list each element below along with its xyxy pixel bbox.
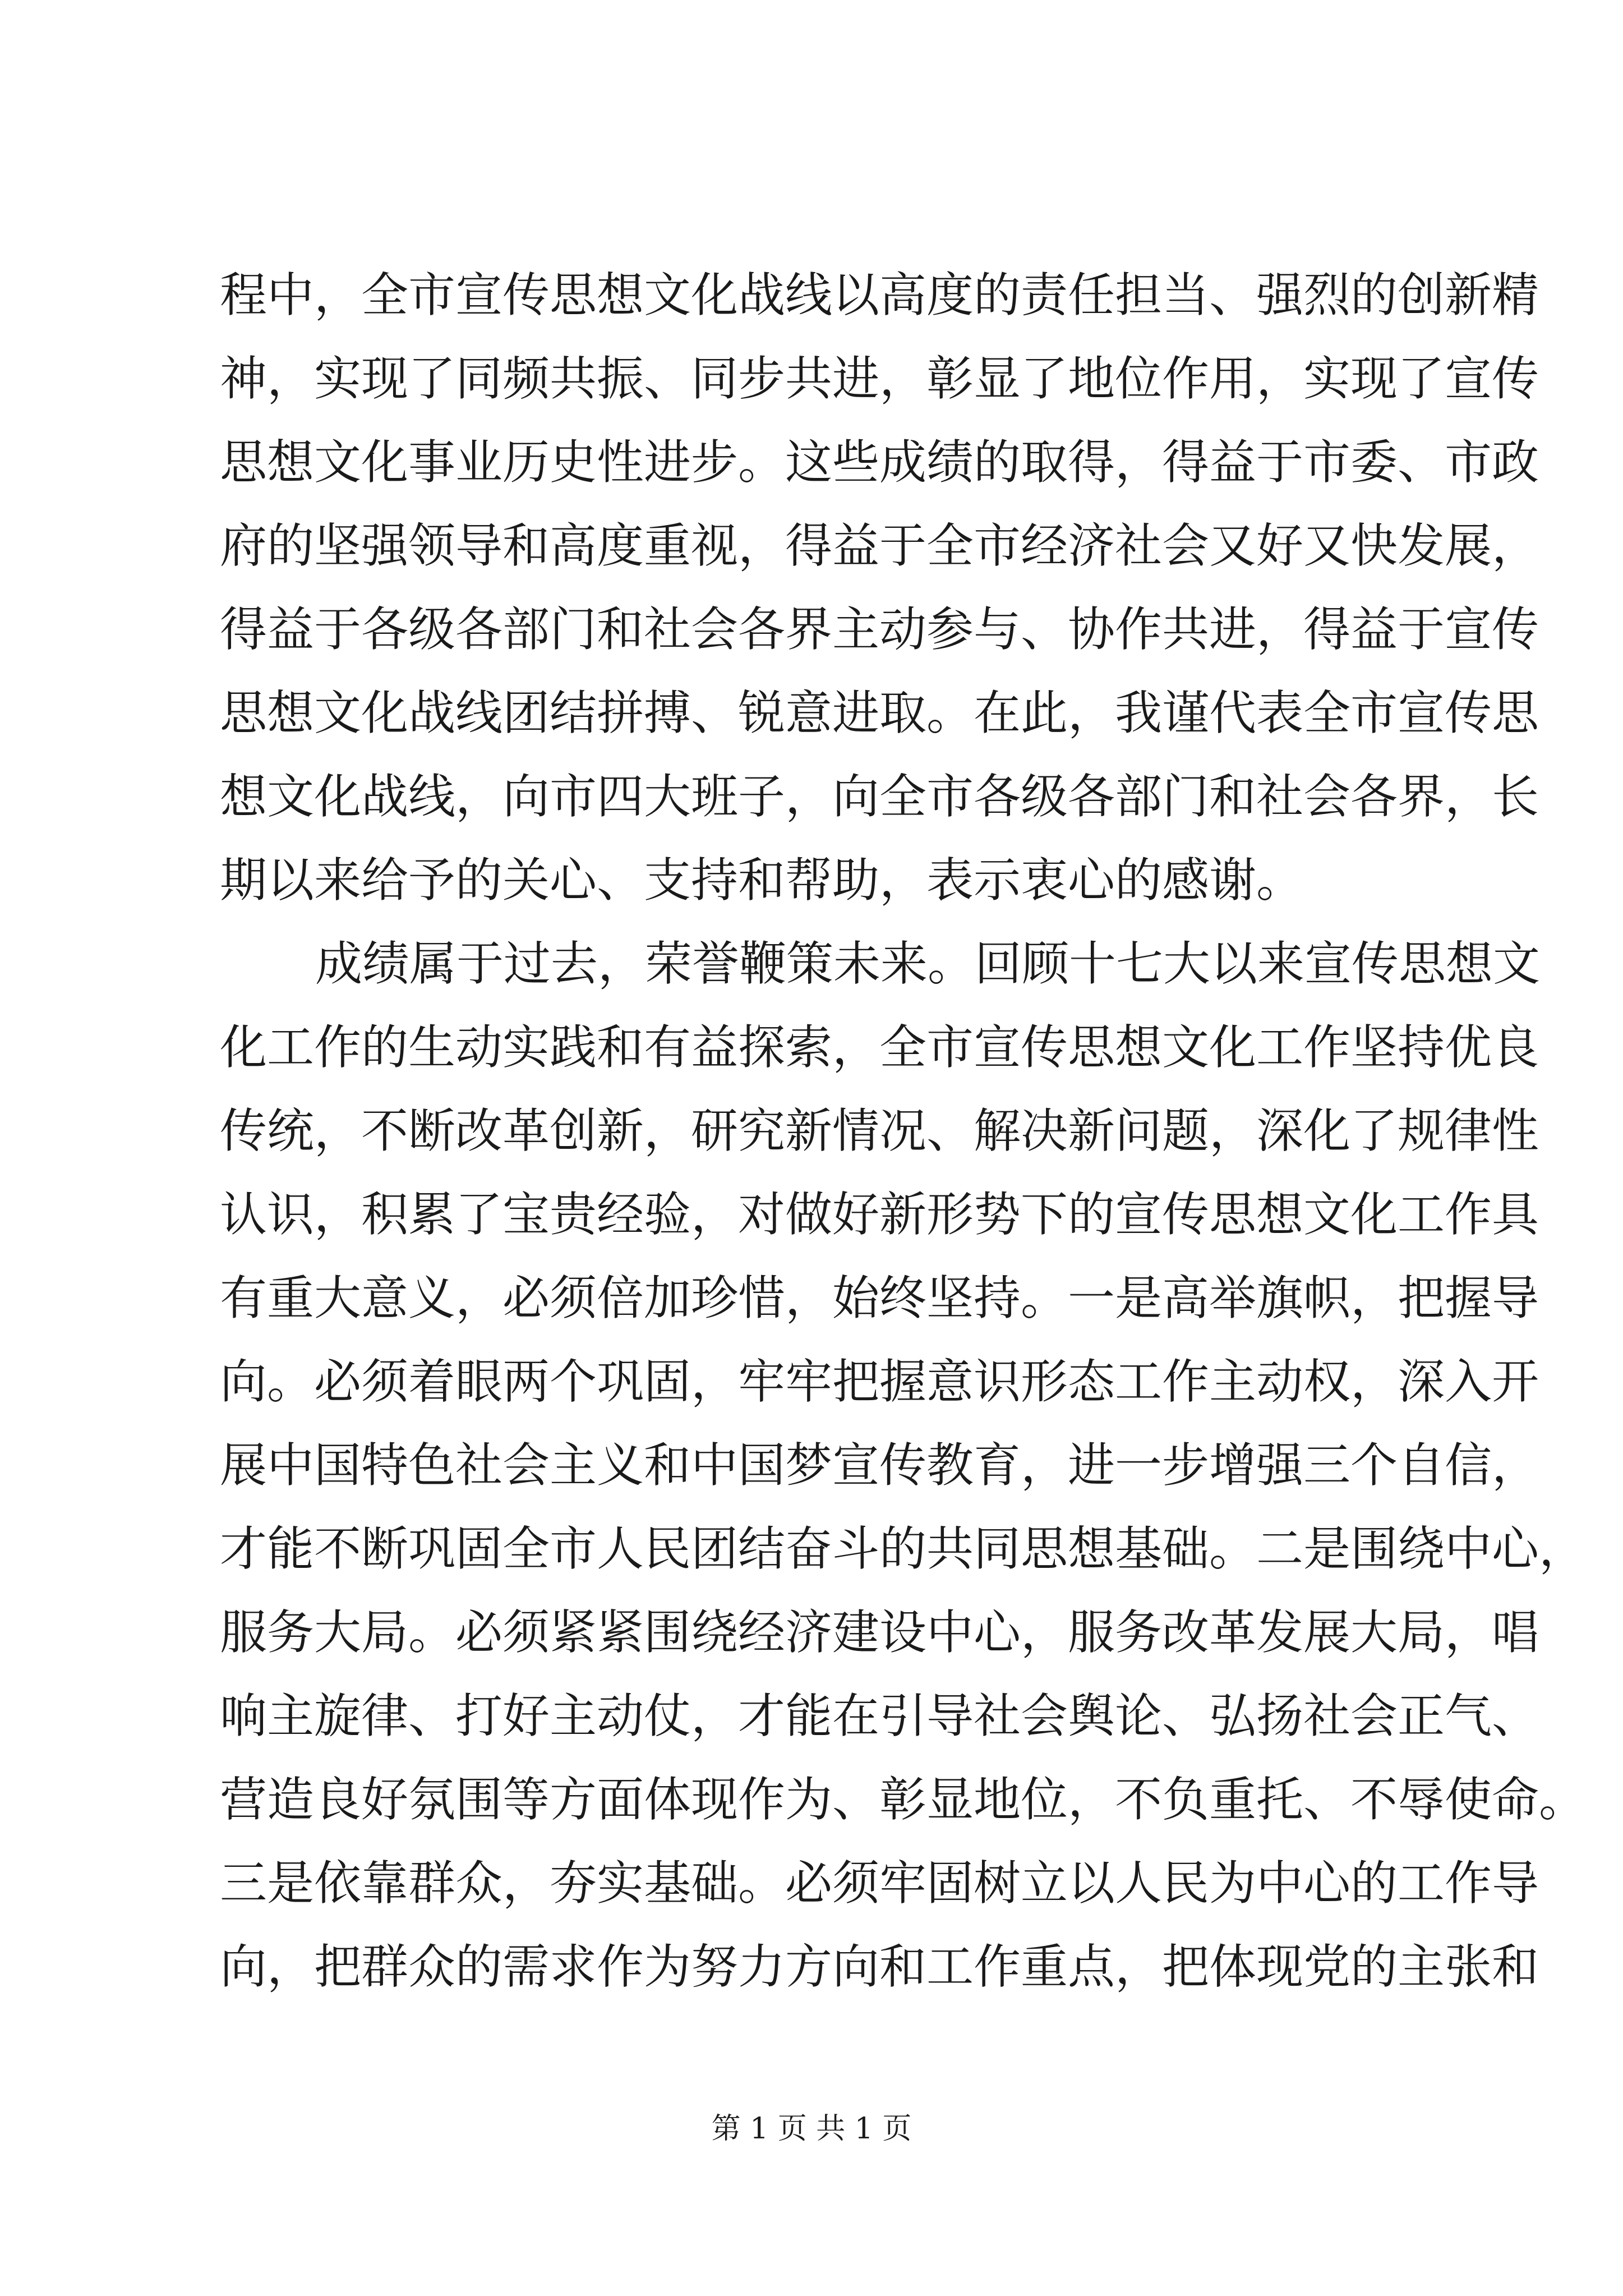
text-line-2: 神，实现了同频共振、同步共进，彰显了地位作用，实现了宣传	[220, 351, 1539, 406]
text-line-8: 期以来给予的关心、支持和帮助，表示衷心的感谢。	[220, 853, 1304, 908]
page-footer: 第 1 页 共 1 页	[711, 2112, 912, 2146]
text-line-7: 想文化战线，向市四大班子，向全市各级各部门和社会各界，长	[220, 769, 1539, 824]
body-text	[220, 254, 1587, 2009]
text-line-17: 服务大局。必须紧紧围绕经济建设中心，服务改革发展大局，唱	[220, 1605, 1539, 1660]
text-line-4: 府的坚强领导和高度重视，得益于全市经济社会又好又快发展，	[220, 518, 1539, 573]
text-line-16: 才能不断巩固全市人民团结奋斗的共同思想基础。二是围绕中心，	[220, 1521, 1587, 1576]
text-line-19: 营造良好氛围等方面体现作为、彰显地位，不负重托、不辱使命。	[220, 1772, 1587, 1827]
text-line-9: 成绩属于过去，荣誉鞭策未来。回顾十七大以来宣传思想文	[315, 936, 1541, 991]
text-line-20: 三是依靠群众，夯实基础。必须牢固树立以人民为中心的工作导	[220, 1856, 1539, 1911]
text-line-3: 思想文化事业历史性进步。这些成绩的取得，得益于市委、市政	[220, 435, 1539, 490]
text-line-12: 认识，积累了宝贵经验，对做好新形势下的宣传思想文化工作具	[220, 1187, 1539, 1242]
text-line-13: 有重大意义，必须倍加珍惜，始终坚持。一是高举旗帜，把握导	[220, 1271, 1539, 1326]
text-line-14: 向。必须着眼两个巩固，牢牢把握意识形态工作主动权，深入开	[220, 1354, 1539, 1409]
text-line-10: 化工作的生动实践和有益探索，全市宣传思想文化工作坚持优良	[220, 1020, 1539, 1075]
text-line-21: 向，把群众的需求作为努力方向和工作重点，把体现党的主张和	[220, 1939, 1539, 1994]
text-line-15: 展中国特色社会主义和中国梦宣传教育，进一步增强三个自信，	[220, 1438, 1539, 1493]
text-line-18: 响主旋律、打好主动仗，才能在引导社会舆论、弘扬社会正气、	[220, 1688, 1539, 1743]
text-line-11: 传统，不断改革创新，研究新情况、解决新问题，深化了规律性	[220, 1103, 1539, 1158]
text-line-5: 得益于各级各部门和社会各界主动参与、协作共进，得益于宣传	[220, 602, 1539, 657]
text-line-1: 程中，全市宣传思想文化战线以高度的责任担当、强烈的创新精	[220, 268, 1539, 323]
text-line-6: 思想文化战线团结拼搏、锐意进取。在此，我谨代表全市宣传思	[220, 685, 1539, 740]
